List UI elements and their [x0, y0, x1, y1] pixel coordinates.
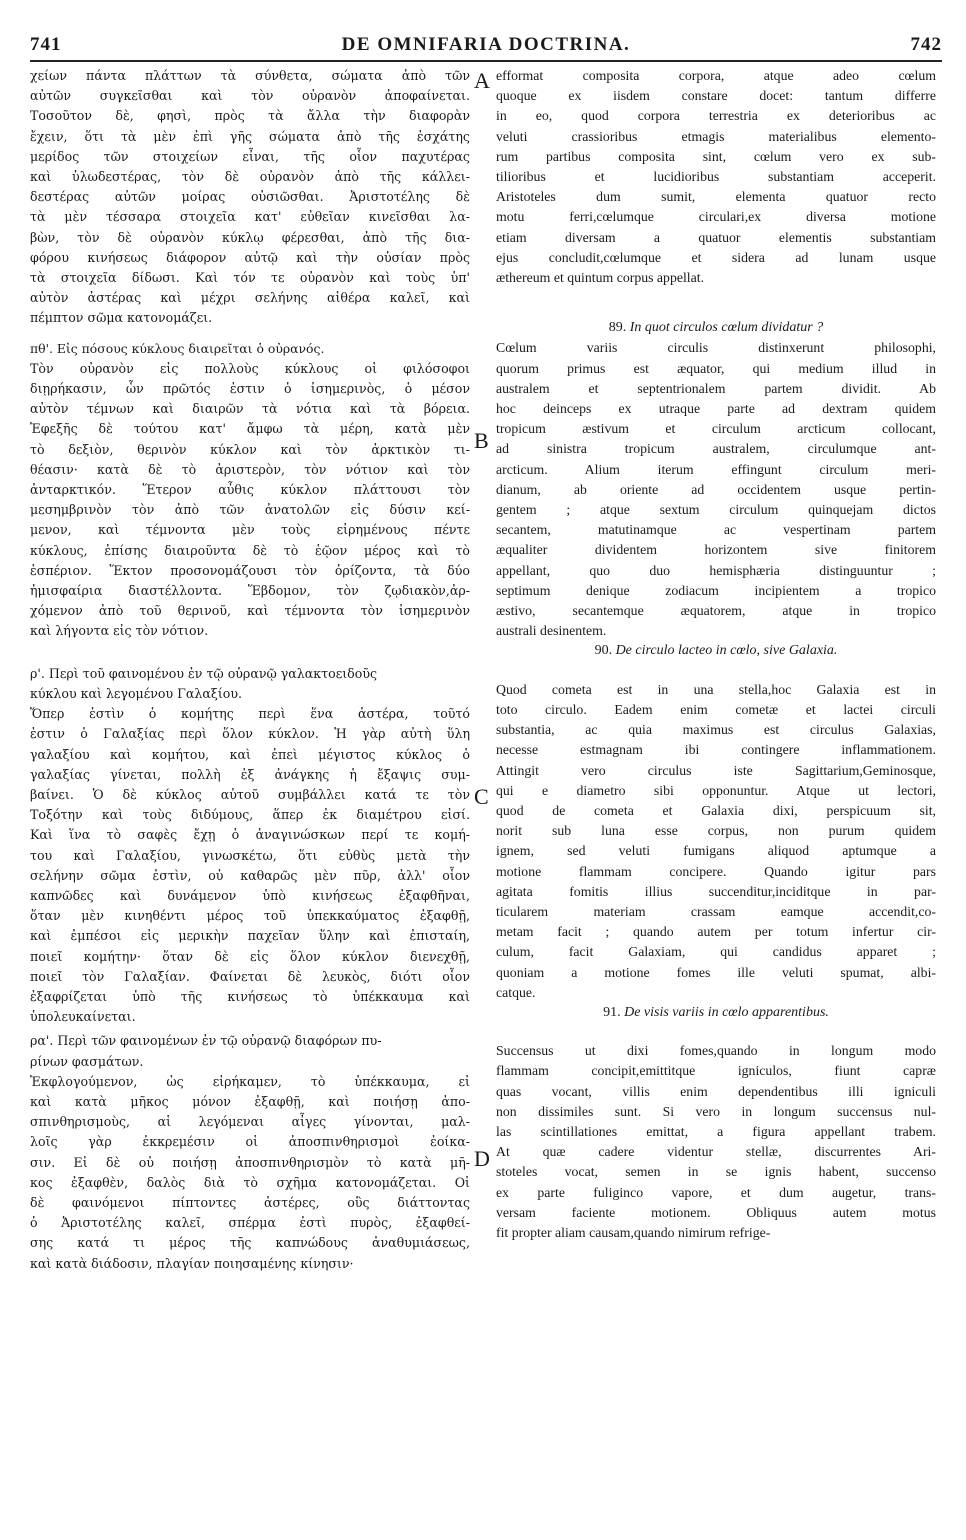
text-line: χείων πάντα πλάττων τὰ σύνθετα, σώματα ἀπὸ τῶν — [30, 68, 470, 83]
text-line: ὑπολευκαίνεται. — [30, 1009, 136, 1025]
text-line: ἡμισφαίρια διαστέλλοντα. Ἕβδομον, τὸν ζῳδιακὸν,ἀρ- — [30, 583, 470, 599]
text-line: ποιεῖ τὸν Γαλαξίαν. Φαίνεται δὲ λευκὸς, διότι οἷον — [30, 968, 470, 984]
text-line: in eo, quod corpora terrestria ex deterioribus ac — [496, 108, 936, 124]
text-line: ποιεῖ κομήτην· ὅταν δὲ εἰς ὅλον κύκλον διενεχθῇ, — [30, 948, 470, 964]
text-line: σης κατά τι μέρος τῆς καπνώδους ἀναθυμιάσεως, — [30, 1235, 470, 1251]
heading-line: ρ'. Περὶ τοῦ φαινομένου ἐν τῷ οὐρανῷ γαλακτοειδοῦς — [30, 665, 378, 681]
text-line: stoteles vocat, semen in se ignis habent, succenso — [496, 1164, 936, 1180]
text-line: veluti crassioribus etmagis materialibus elemento- — [496, 128, 936, 144]
text-line: Ὅπερ ἐστὶν ὁ κομήτης περὶ ἕνα ἀστέρα, τοῦτό — [30, 706, 470, 722]
text-line: δὲ φαινόμενοι πίπτοντες ἀστέρες, οὓς διάττοντας — [30, 1194, 470, 1210]
text-line: καὶ λήγοντα εἰς τὸν νότιον. — [30, 623, 209, 639]
latin-heading-91 — [496, 1003, 936, 1023]
text-line: μεσημβρινὸν τὸν ἀπὸ τῶν ἀνατολῶν εἰς δύσιν κεί- — [30, 502, 470, 518]
margin-marker-d: D — [474, 1146, 490, 1171]
greek-heading-90 — [30, 664, 470, 704]
text-line: μερίδος τῶν στοιχείων εἶναι, τῆς οἷον παχυτέρας — [30, 148, 470, 164]
text-line: At quæ cadere videntur stellæ, discurrentes Ari- — [496, 1144, 936, 1160]
text-line: australi desinentem. — [496, 623, 607, 639]
text-line: ad sinistra tropicum australem, circulumque ant- — [496, 441, 936, 457]
text-line: γαλαξίας γίνεται, πολλὴ ἐξ ἀνάγκης ἡ ἔξαψις συμ- — [30, 766, 470, 782]
text-line: Attingit vero circulus iste Sagittarium,Geminosque, — [496, 762, 936, 778]
text-line: arcticum. Alium iterum effingunt circulum meri- — [496, 461, 936, 477]
text-line: quorum primus est æquator, qui medium illud in — [496, 360, 936, 376]
text-line: διῃρήκασιν, ὧν πρῶτός ἐστιν ὁ ἰσημερινὸς, ὁ μέσον — [30, 381, 470, 397]
heading-line: ρα'. Περὶ τῶν φαινομένων ἐν τῷ οὐρανῷ διαφόρων πυ- — [30, 1033, 382, 1049]
text-line: toto circulo. Eadem enim cometæ et lactei circuli — [496, 701, 936, 717]
text-line: Ἐφεξῆς δὲ τούτου κατ' ἄμφω τὰ μέρη, κατὰ μὲν — [30, 421, 470, 437]
text-line: βὼν, τὸν δὲ οὐρανὸν κύκλῳ φέρεσθαι, ἀπὸ τῆς δια- — [30, 229, 470, 245]
right-page-number: 742 — [910, 34, 942, 55]
text-line: metam facit ; quando autem per totum infertur cir- — [496, 924, 936, 940]
left-page-number: 741 — [30, 34, 62, 55]
text-line: γαλαξίου καὶ κομήτου, καὶ ἐπεὶ μέγιστος κύκλος ὁ — [30, 746, 470, 762]
text-line: tropicum æstivum et circulum arcticum collocant, — [496, 421, 936, 437]
latin-paragraph-91 — [496, 1041, 936, 1243]
text-line: æqualiter dividentem horizontem sive finitorem — [496, 542, 936, 558]
text-line: ὁ Ἀριστοτέλης καλεῖ, σπέρμα ἐστὶ πυρὸς, ἐξαφθεί- — [30, 1215, 470, 1231]
text-line: καὶ κατὰ μῆκος μόνον ἐξαφθῇ, καὶ ποιήσῃ ἀπο- — [30, 1093, 470, 1109]
text-line: motione flammam concipere. Quando igitur pars — [496, 863, 936, 879]
text-line: appellant, quo duo hemisphæria distinguuntur ; — [496, 562, 936, 578]
latin-heading-89-title: In quot circulos cœlum dividatur ? — [629, 320, 824, 336]
text-line: secantem, matutinamque ac vespertinam partem — [496, 522, 936, 538]
latin-paragraph-89 — [496, 338, 936, 641]
text-line: ejus concludit,cœlumque et sidera ad lunam usque — [496, 249, 936, 265]
text-line: λοῖς γὰρ ἐκκρεμέσιν οἱ ἀποσπινθηρισμοὶ ἐοίκα- — [30, 1134, 470, 1150]
text-line: τὰ μὲν τέσσαρα στοιχεῖα κατ' εὐθεῖαν κινεῖσθαι λα- — [30, 209, 470, 225]
margin-marker-a: A — [474, 68, 490, 93]
text-line: τὰ στοιχεῖα δίδωσι. Καὶ τόν τε οὐρανὸν καὶ τοὺς ὑπ' — [30, 270, 470, 286]
text-line: χόμενον ἀπὸ τοῦ θερινοῦ, καὶ τέμνοντα τὸν ἰσημερινὸν — [30, 603, 470, 619]
text-line: καπνῶδες καὶ δυνάμενον ὑπὸ κινήσεως ἐξαφθῆναι, — [30, 887, 470, 903]
text-line: ἐξαφρίζεται ὑπὸ τῆς κινήσεως τὸ ὑπέκκαυμα καὶ — [30, 988, 470, 1004]
text-line: las scintillationes emittat, a figura appellant trabem. — [496, 1123, 936, 1139]
text-line: Ἐκφλογούμενον, ὡς εἰρήκαμεν, τὸ ὑπέκκαυμα, εἰ — [30, 1073, 470, 1089]
text-line: Quod cometa est in una stella,hoc Galaxia est in — [496, 681, 936, 697]
text-line: tilioribus et lucidioribus substantiam acceperit. — [496, 169, 936, 185]
text-line: Aristoteles dum sumit, elementa quatuor recto — [496, 189, 936, 205]
text-line: πέμπτον σῶμα κατονομάζει. — [30, 310, 213, 326]
latin-column — [496, 66, 936, 1530]
margin-marker-b: B — [474, 428, 489, 453]
latin-heading-89 — [496, 318, 936, 338]
running-title: DE OMNIFARIA DOCTRINA. — [341, 34, 631, 55]
text-line: culum, facit Galaxiam, qui candidus apparet ; — [496, 944, 936, 960]
text-line: καὶ κατὰ διάδοσιν, πλαγίαν ποιησαμένης κίνησιν· — [30, 1255, 354, 1271]
text-line: θέασιν· κατὰ δὲ τὸ ἀριστερὸν, τὸν νότιον καὶ τὸν — [30, 461, 470, 477]
text-line: quoque ex iisdem constare docet: tantum differre — [496, 88, 936, 104]
text-line: τὸ δεξιὸν, θερινὸν κύκλον καὶ τὸν ἀρκτικὸν τι- — [30, 441, 470, 457]
latin-heading-90-title: De circulo lacteo in cœlo, sive Galaxia. — [615, 643, 838, 659]
text-line: αὐτὸν ἀστέρας καὶ μέχρι σελήνης αἰθέρα καλεῖ, καὶ — [30, 290, 470, 306]
text-line: agitata fomitis illius succenditur,inciditque in par- — [496, 883, 936, 899]
margin-marker-c: C — [474, 784, 489, 809]
text-line: ignem, sed veluti fumigans aliquod aptumque a — [496, 843, 936, 859]
text-line: ἀνταρκτικόν. Ἕτερον αὖθις κύκλον πλάττουσι τὸν — [30, 482, 470, 498]
latin-heading-90 — [496, 641, 936, 661]
text-line: ἑσπέριον. Ἕκτον προσονομάζουσι τὸν ὁρίζοντα, τὰ δύο — [30, 562, 470, 578]
text-line: σπινθηρισμοὺς, αἱ λεγόμεναι αἶγες γίνονται, μαλ- — [30, 1114, 470, 1130]
text-line: φόρου κινήσεως διάφορον αὐτῷ καὶ τὴν οὐσίαν πρὸς — [30, 249, 470, 265]
text-line: δεστέρας αὐτῶν μοίρας οὐσιῶσθαι. Ἀριστοτέλης δὲ — [30, 189, 470, 205]
text-line: substantia, ac quia maximus est circulus Galaxias, — [496, 722, 936, 738]
latin-heading-91-number: 91. — [603, 1004, 621, 1020]
heading-line: ρίνων φασμάτων. — [30, 1053, 144, 1069]
greek-column — [30, 66, 470, 1530]
text-line: efformat composita corpora, atque adeo cœlum — [496, 68, 936, 83]
text-line: æthereum et quintum corpus appellat. — [496, 270, 705, 286]
text-line: Καὶ ἵνα τὸ σαφὲς ἔχῃ ὁ ἀναγινώσκων περί τε κομή- — [30, 827, 470, 843]
text-line: Τοσοῦτον δὲ, φησὶ, πρὸς τὰ ἄλλα τὴν διαφορὰν — [30, 108, 470, 124]
heading-line: κύκλου καὶ λεγομένου Γαλαξίου. — [30, 685, 243, 701]
text-line: fit propter aliam causam,quando nimirum refrige- — [496, 1224, 771, 1240]
greek-heading-89: πθ'. Εἰς πόσους κύκλους διαιρεῖται ὁ οὐρανός. — [30, 340, 325, 356]
greek-paragraph-90 — [30, 704, 470, 1027]
text-line: Τοξότην καὶ τοὺς διδύμους, ἅπερ ἐκ διαμέτρου εἰσί. — [30, 807, 470, 823]
text-line: ticularem materiam crassam eamque accendit,co- — [496, 903, 936, 919]
text-line: versam faciente motionem. Obliquus autem motus — [496, 1204, 936, 1220]
text-line: qui e diametro sibi opponuntur. Atque ut lectori, — [496, 782, 936, 798]
text-line: norit sub luna esse corpus, non purum quidem — [496, 823, 936, 839]
greek-paragraph-intro — [30, 66, 470, 329]
greek-paragraph-91 — [30, 1072, 470, 1274]
text-line: Succensus ut dixi fomes,quando in longum modo — [496, 1043, 936, 1059]
text-line: καὶ ἐμπέσοι εἰς μερικὴν παχεῖαν ὕλην καὶ ἐπισταίη, — [30, 928, 470, 944]
text-line: Cœlum variis circulis distinxerunt philosophi, — [496, 340, 936, 356]
text-line: βαίνει. Ὁ δὲ κύκλος αὐτοῦ συμβάλλει κατά τε τὸν — [30, 786, 470, 802]
text-line: αὐτῶν συγκεῖσθαι καὶ τὸν οὐρανὸν ἀποφαίνεται. — [30, 88, 470, 104]
text-line: gentem ; atque sextum circulum quinquejam dictos — [496, 502, 936, 518]
text-line: κύκλους, ἐπίσης διαιροῦντα δὲ τὸ ἑῷον μέρος καὶ τὸ — [30, 542, 470, 558]
latin-heading-91-title: De visis variis in cœlo apparentibus. — [624, 1004, 829, 1020]
text-line: æstivo, secantemque æquatorem, atque in tropico — [496, 603, 936, 619]
text-line: μενον, καὶ τέμνοντα μὲν τοὺς εἰρημένους πέντε — [30, 522, 470, 538]
text-line: septimum denique zodiacum incipientem a tropico — [496, 582, 936, 598]
text-line: necesse estmagnam ibi contingere inflammationem. — [496, 742, 936, 758]
latin-heading-90-number: 90. — [594, 643, 613, 659]
text-line: σελήνην σῶμα ἐστὶν, οὐ καθαρῶς μὲν πῦρ, ἀλλ' οἷον — [30, 867, 470, 883]
text-line: dianum, ab oriente ad occidentem usque pertin- — [496, 481, 936, 497]
text-line: flammam concipit,emittitque igniculos, fiunt capræ — [496, 1063, 936, 1079]
text-line: catque. — [496, 984, 536, 1000]
text-line: australem et septentrionalem partem dividit. Ab — [496, 380, 936, 396]
text-line: αὐτὸν τέμνων καὶ διαιρῶν τὰ νότια καὶ τὰ βόρεια. — [30, 401, 470, 417]
running-header — [30, 30, 942, 62]
text-line: ἐστιν ὁ Γαλαξίας περὶ ὅλον κύκλον. Ἡ γὰρ αὐτὴ ὕλη — [30, 726, 470, 742]
greek-paragraph-89 — [30, 359, 470, 642]
text-line: non dissimiles sunt. Si vero in longum succensus nul- — [496, 1103, 936, 1119]
text-line: ἔχειν, ὅτι τὰ μὲν ἐπὶ γῆς σώματα ἀπὸ τῆς ἐσχάτης — [30, 128, 470, 144]
text-line: quas vocant, villis enim dependentibus illi igniculi — [496, 1083, 936, 1099]
text-line: etiam diversam a quatuor elementis substantiam — [496, 229, 936, 245]
text-line: του καὶ Γαλαξίου, γινωσκέτω, ὅτι εὐθὺς μετὰ τὴν — [30, 847, 470, 863]
latin-paragraph-intro — [496, 66, 936, 288]
latin-heading-89-number: 89. — [608, 320, 627, 336]
text-line: rum partibus composita sint, cœlum vero ex sub- — [496, 148, 936, 164]
greek-heading-91 — [30, 1031, 470, 1071]
text-line: Τὸν οὐρανὸν εἰς πολλοὺς κύκλους οἱ φιλόσοφοι — [30, 360, 470, 376]
text-line: quoniam a motione fomes ille veluti spumat, albi- — [496, 964, 936, 980]
text-line: hoc deinceps ex utraque parte ad dextram quidem — [496, 401, 936, 417]
text-line: καὶ ὑλωδεστέρας, τὸν δὲ οὐρανὸν ἀπὸ τῆς κάλλει- — [30, 169, 470, 185]
text-line: quod de cometa et Galaxia dixi, perspicuum sit, — [496, 802, 936, 818]
text-line: motu ferri,cœlumque circulari,ex diversa motione — [496, 209, 936, 225]
latin-paragraph-90 — [496, 680, 936, 1003]
text-line: σιν. Εἰ δὲ οὐ ποιήσῃ ἀποσπινθηρισμὸν τὸ κατὰ μῆ- — [30, 1154, 470, 1170]
text-line: ex parte fuliginco vapore, et dum augetur, trans- — [496, 1184, 936, 1200]
text-line: ὅταν μὲν κινηθέντι μέρος τοῦ ὑπεκκαύματος ἐξαφθῇ, — [30, 908, 470, 924]
text-line: κος ἐξαφθὲν, δαλὸς διὰ τὸ σχῆμα κατονομάζεται. Οἱ — [30, 1174, 470, 1190]
